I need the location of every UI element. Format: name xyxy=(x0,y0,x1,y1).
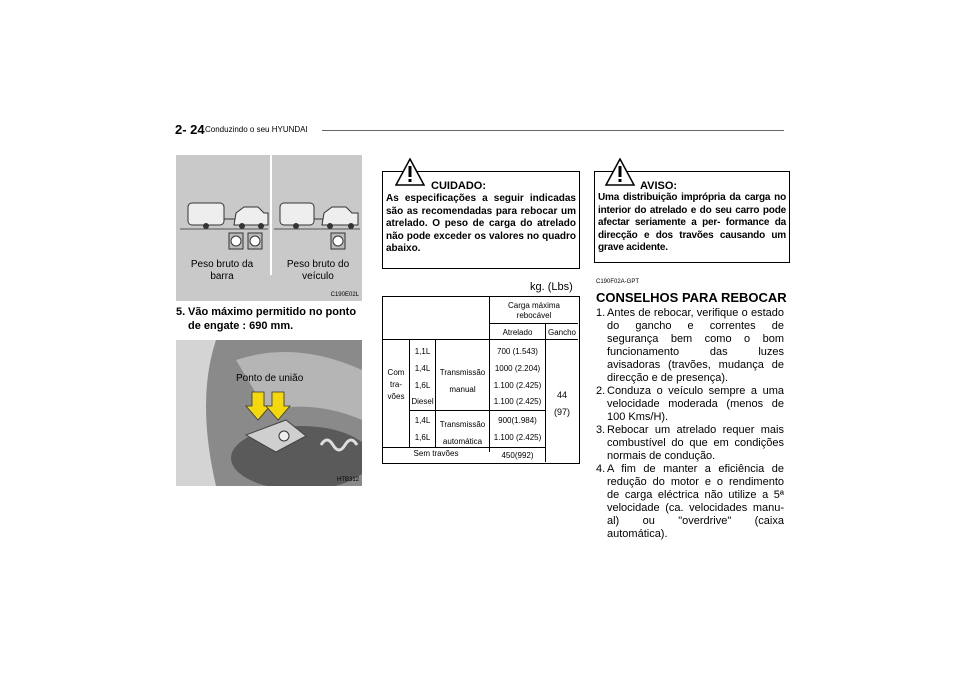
hook-value-lbs: (97) xyxy=(553,407,570,417)
towing-tips-list xyxy=(596,307,784,541)
trailer-value: 1.100 (2.425) xyxy=(493,397,542,406)
transmission-automatic: Transmissão automática xyxy=(439,420,486,446)
item-number: 4. xyxy=(596,463,606,475)
figure-divider xyxy=(270,155,272,275)
table-line xyxy=(489,323,578,324)
engine-cell: 1,4L xyxy=(414,364,431,373)
trailer-value: 1.100 (2.425) xyxy=(493,381,542,390)
trailer-value: 700 (1.543) xyxy=(497,347,538,356)
hitch-point-label: Ponto de união xyxy=(236,373,304,384)
item-text: Rebocar um atrelado requer mais combustível do que em condições normais de condução. xyxy=(607,424,784,462)
figure-code: C190E02L xyxy=(330,292,359,298)
hitch-illustration xyxy=(176,340,362,486)
list-item xyxy=(596,385,784,424)
list-item xyxy=(596,463,784,541)
table-unit: kg. (Lbs) xyxy=(530,281,573,293)
hitch-point-photo xyxy=(176,340,362,486)
caution-box xyxy=(382,171,580,269)
header-trailer: Atrelado xyxy=(502,328,533,337)
trailer-value: 900(1.984) xyxy=(498,416,537,425)
caution-title: CUIDADO: xyxy=(431,180,486,192)
step-5 xyxy=(176,305,366,333)
step-number: 5. xyxy=(176,306,186,318)
table-line xyxy=(409,410,546,411)
item-number: 3. xyxy=(596,424,606,436)
engine-cell: Diesel xyxy=(411,397,434,406)
caution-text: As especificações a seguir indicadas são as recomendadas para rebocar um atrelado. O peso de carga do atrelado não pode exceder os valores no quadro abaixo. xyxy=(386,193,576,254)
trailer-weight-figure xyxy=(176,155,362,301)
item-text: Conduza o veículo sempre a uma velocidade moderada (menos de 100 Kms/H). xyxy=(607,385,784,423)
no-brakes-label: Sem travões xyxy=(413,449,459,458)
warning-text: Uma distribuição imprópria da carga no interior do atrelado e do seu carro pode afectar seriamente a per- formance da direcção e dos travões causando um grave acidente. xyxy=(598,192,786,253)
header-hook: Gancho xyxy=(547,328,577,337)
header-rule xyxy=(322,130,784,131)
label-gross-bar-weight: Peso bruto da barra xyxy=(190,259,254,282)
transmission-manual: Transmissão manual xyxy=(439,368,486,394)
list-item xyxy=(596,307,784,385)
warning-box xyxy=(594,171,790,263)
engine-cell: 1,1L xyxy=(414,347,431,356)
figure-code: HTB312 xyxy=(336,477,359,483)
header-max-load: Carga máxima rebocável xyxy=(507,301,560,320)
item-number: 2. xyxy=(596,385,606,397)
engine-cell: 1,6L xyxy=(414,381,431,390)
label-gross-vehicle-weight: Peso bruto do veículo xyxy=(286,259,350,282)
trailer-value: 1000 (2.204) xyxy=(494,364,541,373)
item-text: A fim de manter a eficiência de redução do motor e o rendimento de carga eléctrica não utilize a 5ª velocidade (ca. velocidades manu- al) ou "overdrive" (caixa automática). xyxy=(607,463,784,540)
warning-title: AVISO: xyxy=(640,180,678,192)
list-item xyxy=(596,424,784,463)
page-number: 2- 24 xyxy=(175,122,205,137)
page-header-title: Conduzindo o seu HYUNDAI xyxy=(205,125,308,134)
table-line xyxy=(383,339,578,340)
trailer-value: 1.100 (2.425) xyxy=(493,433,542,442)
engine-cell: 1,4L xyxy=(414,416,431,425)
item-number: 1. xyxy=(596,307,606,319)
step-text: Vão máximo permitido no ponto de engate : 690 mm. xyxy=(188,306,357,332)
row-group-with-brakes: Com tra- vões xyxy=(387,368,405,401)
section-code: C190F02A-GPT xyxy=(596,279,640,285)
hook-value: 44 xyxy=(556,390,567,400)
engine-cell: 1,6L xyxy=(414,433,431,442)
section-title: CONSELHOS PARA REBOCAR xyxy=(596,290,787,305)
no-brakes-value: 450(992) xyxy=(501,451,534,460)
warning-triangle-icon xyxy=(605,158,635,186)
warning-triangle-icon xyxy=(395,158,425,186)
item-text: Antes de rebocar, verifique o estado do gancho e correntes de segurança bem como o bom funcionamento das luzes avisadoras (travões, mudança de direcção e de presença). xyxy=(607,307,784,384)
towing-capacity-table xyxy=(382,296,580,464)
